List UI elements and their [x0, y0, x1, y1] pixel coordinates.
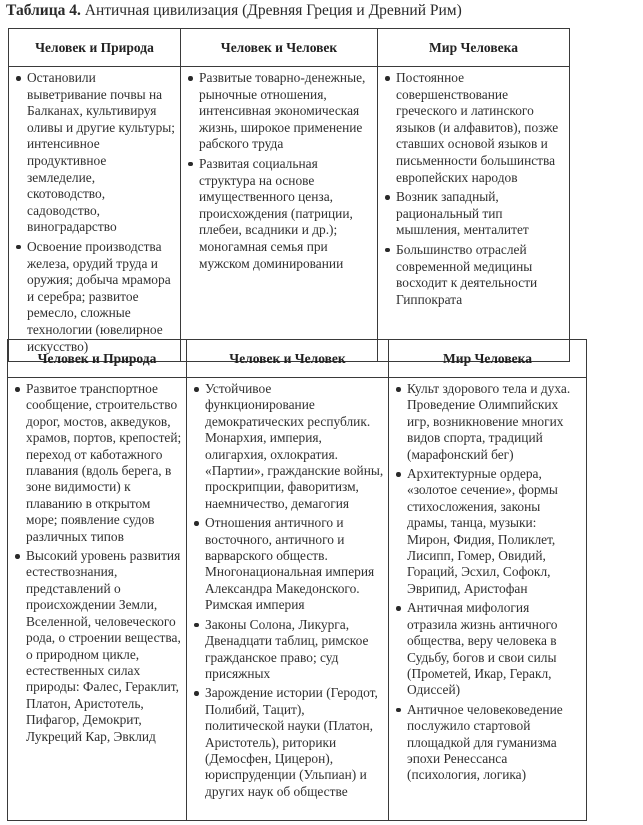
table-row	[8, 378, 587, 821]
list-item: Культ здорового тела и духа. Проведение Олимпийских игр, возникновение многих видов спорта, традиций (марафонский бег)	[395, 381, 582, 463]
cell-human-human	[181, 67, 378, 362]
list-item: Античная мифология отразила жизнь античного общества, веру человека в Судьбу, богов и свои силы (Прометей, Икар, Геракл, Одиссей)	[395, 600, 582, 698]
bullet-list	[15, 70, 176, 355]
cell-human-world	[378, 67, 570, 362]
cell-human-nature	[8, 378, 187, 821]
bullet-list	[14, 381, 182, 745]
cell-human-world	[389, 378, 587, 821]
list-item: Высокий уровень развития естествознания, представлений о происхождении Земли, Вселенной, человеческого рода, о строении вещества, о природном цикле, естественных силах природы: Фалес, Гераклит, Платон, Аристотель, Пифагор, Демокрит, Лукреций Кар, Эвклид	[14, 548, 182, 745]
list-item: Развитые товарно-денежные, рыночные отношения, интенсивная экономическая жизнь, широкое применение рабского труда	[187, 70, 373, 153]
header-human-world: Мир Человека	[378, 29, 570, 67]
header-human-human: Человек и Человек	[181, 29, 378, 67]
list-item: Остановили выветривание почвы на Балканах, культивируя оливы и другие культуры; интенсивное продуктивное земледелие, скотоводство, садоводство, виноградарство	[15, 70, 176, 236]
list-item: Законы Солона, Ликурга, Двенадцати таблиц, римское гражданское право; суд присяжных	[193, 617, 384, 683]
bullet-list	[384, 70, 565, 308]
list-item: Устойчивое функционирование демократических республик. Монархия, империя, олигархия, охлократия. «Партии», гражданские войны, проскрипции, фаворитизм, наемничество, демагогия	[193, 381, 384, 512]
list-item: Развитое транспортное сообщение, строительство дорог, мостов, акведуков, храмов, портов, крепостей; переход от каботажного плавания (вдоль берега, в зоне видимости) к плаванию в открытом море; появление судов различных типов	[14, 381, 182, 545]
list-item: Античное человековедение послужило стартовой площадкой для гуманизма эпохи Ренессанса (психология, логика)	[395, 702, 582, 784]
list-item: Развитая социальная структура на основе имущественного ценза, происхождения (патриции, плебеи, всадники и др.); моногамная семья при мужском доминировании	[187, 156, 373, 272]
bullet-list	[187, 70, 373, 272]
bullet-list	[193, 381, 384, 800]
civilization-table-part-1	[8, 28, 570, 362]
list-item: Отношения античного и восточного, античного и варварского обществ. Многонациональная империя Александра Македонского. Римская империя	[193, 515, 384, 613]
list-item: Архитектурные ордера, «золотое сечение», формы стихосложения, законы драмы, танца, музыки: Мирон, Фидия, Поликлет, Лисипп, Гомер, Овидий, Гораций, Эсхил, Софокл, Эврипид, Аристофан	[395, 466, 582, 597]
header-row	[8, 340, 587, 378]
table-caption	[6, 2, 462, 20]
header-human-human: Человек и Человек	[187, 340, 389, 378]
caption-label: Таблица 4.	[6, 2, 81, 19]
header-human-nature: Человек и Природа	[9, 29, 181, 67]
cell-human-nature	[9, 67, 181, 362]
table-row	[9, 67, 570, 362]
list-item: Возник западный, рациональный тип мышления, менталитет	[384, 189, 565, 239]
bullet-list	[395, 381, 582, 784]
list-item: Зарождение истории (Геродот, Полибий, Тацит), политической науки (Платон, Аристотель), риторики (Демосфен, Цицерон), юриспруденции (Ульпиан) и других наук об обществе	[193, 685, 384, 800]
cell-human-human	[187, 378, 389, 821]
list-item: Освоение производства железа, орудий труда и оружия; добыча мрамора и серебра; развитое ремесло, сложные технологии (ювелирное искусство)	[15, 239, 176, 355]
header-human-world: Мир Человека	[389, 340, 587, 378]
civilization-table-part-2	[7, 339, 587, 821]
header-human-nature: Человек и Природа	[8, 340, 187, 378]
caption-title: Античная цивилизация (Древняя Греция и Древний Рим)	[84, 2, 462, 19]
list-item: Большинство отраслей современной медицины восходит к деятельности Гиппократа	[384, 242, 565, 308]
list-item: Постоянное совершенствование греческого и латинского языков (и алфавитов), позже ставших основой языков и письменности большинства европейских народов	[384, 70, 565, 186]
header-row	[9, 29, 570, 67]
